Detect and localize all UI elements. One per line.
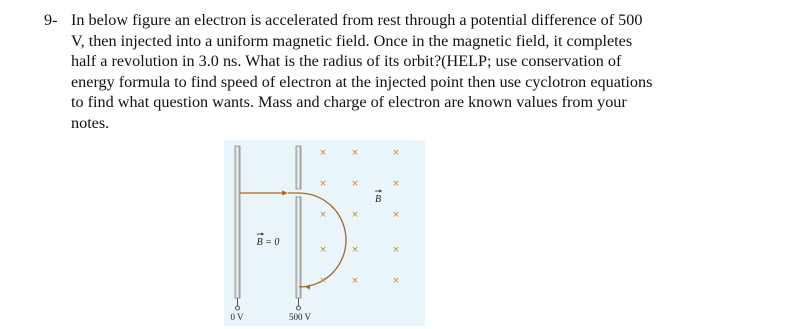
field-cross: ×: [351, 179, 359, 189]
question-number: 9-: [44, 11, 58, 29]
field-cross: ×: [351, 148, 359, 158]
path-arrow: [282, 191, 288, 196]
question-text: [71, 10, 751, 134]
field-cross: ×: [319, 245, 327, 255]
field-cross: ×: [319, 179, 327, 189]
zero-field-arrowhead: [262, 233, 265, 236]
question-line: notes.: [71, 113, 110, 132]
zero-field-label: B = 0: [256, 237, 280, 248]
left-plate: [235, 146, 240, 298]
left-plate-terminal: [236, 306, 240, 310]
field-cross: ×: [392, 276, 400, 286]
field-crosses: [319, 148, 400, 286]
right-plate-terminal: [297, 306, 301, 310]
field-cross: ×: [319, 276, 327, 286]
question-line: V, then injected into a uniform magnetic field. Once in the magnetic field, it completes: [71, 31, 633, 50]
field-cross: ×: [392, 148, 400, 158]
right-plate-upper: [296, 146, 301, 189]
field-cross: ×: [351, 276, 359, 286]
field-cross: ×: [319, 148, 327, 158]
question-line: to find what question wants. Mass and charge of electron are known values from your: [71, 93, 627, 112]
right-plate-voltage: 500 V: [288, 312, 312, 322]
right-plate-lower: [296, 197, 301, 298]
field-cross: ×: [319, 210, 327, 220]
question-line: In below figure an electron is accelerated from rest through a potential difference of 500: [71, 11, 643, 29]
question-line: half a revolution in 3.0 ns. What is the radius of its orbit?(HELP; use conservation of: [71, 52, 622, 71]
field-label: B: [374, 194, 382, 205]
field-cross: ×: [351, 210, 359, 220]
left-plate-voltage: 0 V: [230, 312, 244, 322]
field-label-arrowhead: [380, 190, 383, 193]
figure-drawing: [224, 140, 425, 326]
field-cross: ×: [392, 210, 400, 220]
field-cross: ×: [392, 245, 400, 255]
return-arrow: [305, 285, 310, 290]
question-line: energy formula to find speed of electron at the injected point then use cyclotron equations: [71, 72, 653, 91]
physics-figure: [224, 140, 425, 326]
field-cross: ×: [351, 245, 359, 255]
field-cross: ×: [392, 179, 400, 189]
